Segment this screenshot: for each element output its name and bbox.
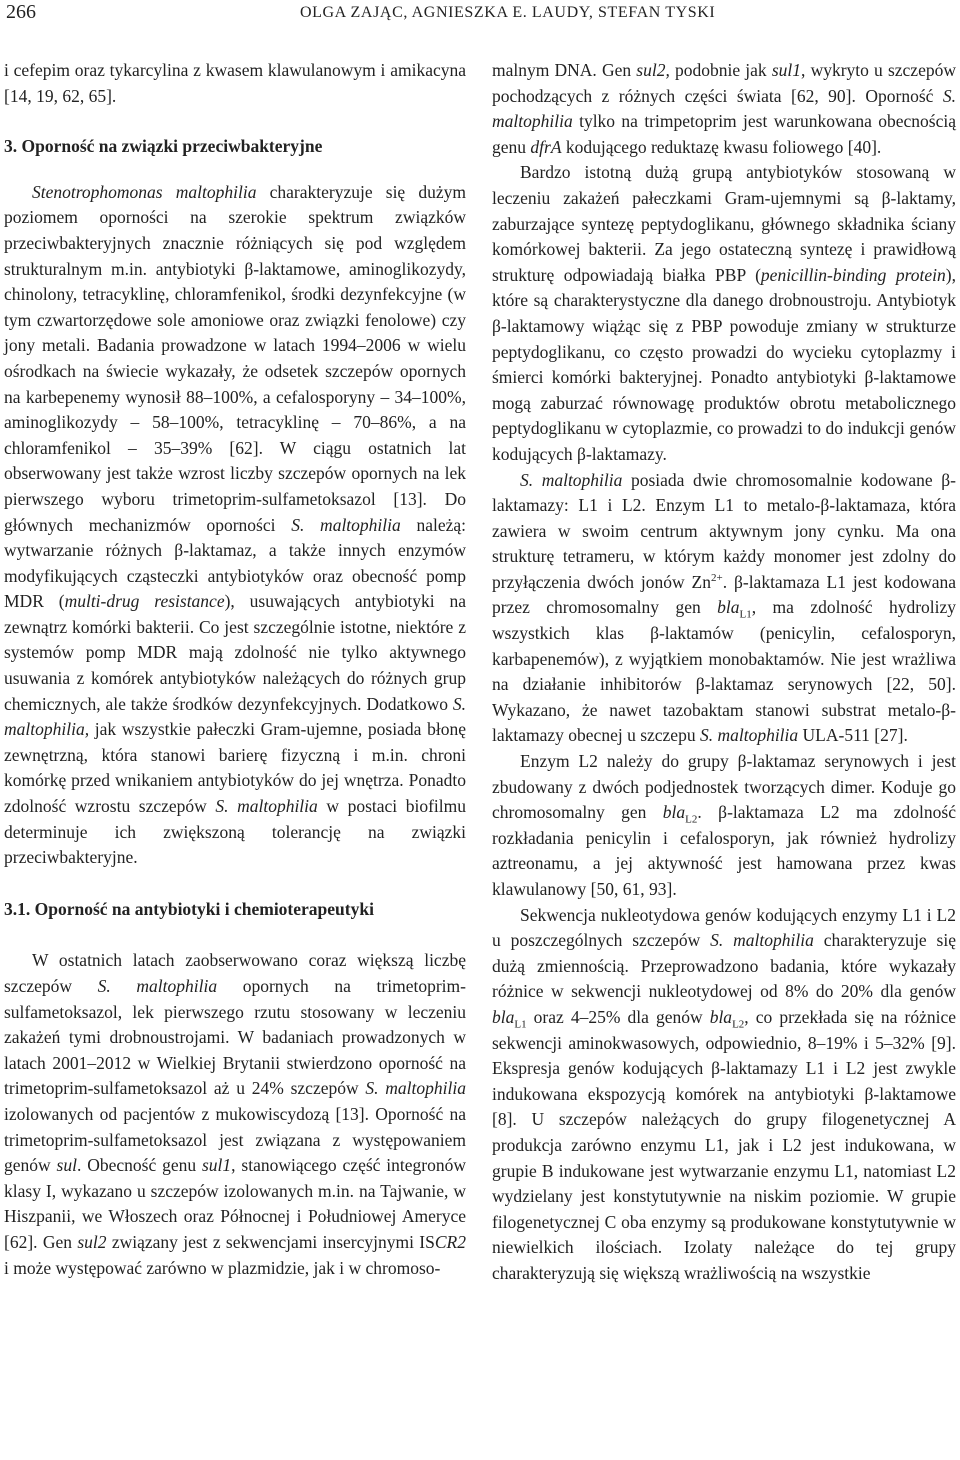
paragraph-continued: malnym DNA. Gen sul2, podobnie jak sul1, wykryto u szczepów pochodzących z różnych części świata [62, 90]. Oporność S. maltophilia tylko na trimpetoprim jest warunkowana obecnością genu dfrA kodującego reduktazę kwasu foliowego [40]. [492, 60, 956, 157]
paragraph: Sekwencja nukleotydowa genów kodujących enzymy L1 i L2 u poszczególnych szczepów S. maltophilia charakteryzuje się dużą zmiennością. Przeprowadzono badania, które wykazały różnice w sekwencji nukleotydowej od 8% do 20% dla genów bla$_{L1}$ oraz 4–25% dla genów bla$_{L2}$, co przekłada się na różnice sekwencji aminokwasowych, odpowiednio, 8–19% i 5–32% [9]. Ekspresja genów kodujących β-laktamazy L1 i L2 jest zwykle indukowana ekspozycją komórek na antybiotyki β-laktamowe [8]. U szczepów należących do grupy filogenetycznej A produkcja zarówno enzymu L1, jak i L2 jest indukowana, w grupie B indukowane jest wytwarzanie enzymu L1, natomiast L2 wydzielany jest konstytutywnie na niskim poziomie. W grupie filogenetycznej C oba enzymy są produkowane konstytutywnie w niewielkich ilościach. Izolaty należące do tej grupy charakteryzują się większą wrażliwością na wszystkie [492, 904, 957, 1283]
paragraph-continued: i cefepim oraz tykarcylina z kwasem klawulanowym i amikacyna [14, 19, 62, 65]. [4, 60, 466, 106]
page-number: 266 [6, 1, 36, 23]
paragraph: Enzym L2 należy do grupy β-laktamaz serynowych i jest zbudowany z dwóch podjednostek tworzących dimer. Koduje go chromosomalny gen bla$_{L2}$. β-laktamaza L2 ma zdolność rozkładania penicylin i cefalosporyn, jak również hydrolizy aztreonamu, a jej aktywność jest hamowana przez kwas klawulanowy [50, 61, 93]. [492, 751, 956, 899]
running-header [0, 0, 960, 26]
paragraph: S. maltophilia posiada dwie chromosomalnie kodowane β-laktamazy: L1 i L2. Enzym L1 to metalo-β-laktamaza, która zawiera w swoim centrum aktywnym jony cynku. Ma ona strukturę tetrameru, w którym każdy monomer jest zdolny do przyłączenia dwóch jonów $Zn^{2+}$. β-laktamaza L1 jest kodowana przez chromosomalny gen bla$_{L1}$, ma zdolność hydrolizy wszystkich klas β-laktamów (penicylin, cefalosporyn, karbapenemów), z wyjątkiem monobaktamów. Nie jest wrażliwa na działanie inhibitorów β-laktamaz serynowych [22, 50]. Wykazano, że nawet tazobaktam stanowi substrat metalo-β-laktamazy obecnej u szczepu S. maltophilia ULA-511 [27]. [492, 469, 957, 746]
paragraph: Stenotrophomonas maltophilia charakteryzuje się dużym poziomem oporności na szerokie spektrum związków przeciwbakteryjnych znacznie różniących się pod względem strukturalnym m.in. antybiotyki β-laktamowe, aminoglikozydy, chinolony, tetracyklinę, chloramfenikol, środki dezynfekcyjne (w tym czwartorzędowe sole amoniowe oraz związki fenolowe) czy jony metali. Badania prowadzone w latach 1994–2006 w wielu ośrodkach na świecie wykazały, że odsetek szczepów opornych na karbepenemy wynosił 88–100%, a cefalosporyny – 34–100%, aminoglikozydy – 58–100%, tetracyklinę – 70–86%, a na chloramfenikol – 35–39% [62]. W ciągu ostatnich lat obserwowany jest także wzrost liczby szczepów opornych na lek pierwszego wyboru trimetoprim-sulfametoksazol [13]. Do głównych mechanizmów oporności S. maltophilia należą: wytwarzanie różnych β-laktamaz, a także innych enzymów modyfikujących cząsteczki antybiotyków oraz obecność pomp MDR (multi-drug resistance), usuwających antybiotyki na zewnątrz komórki bakterii. Co jest szczególnie istotne, niektóre z systemów pomp MDR mają zdolność nie tylko aktywnego usuwania z komórek antybiotyków należących do różnych grup chemicznych, ale także środków dezynfekcyjnych. Dodatkowo S. maltophilia, jak wszystkie pałeczki Gram-ujemne, posiada błonę zewnętrzną, która stanowi barierę fizyczną i m.in. chroni komórkę przed wnikaniem antybiotyków do jej wnętrza. Ponadto zdolność wzrostu szczepów S. maltophilia w postaci biofilmu determinuje ich zwiększoną tolerancję na związki przeciwbakteryjne. [4, 181, 467, 868]
right-column [492, 58, 956, 1287]
section-heading: 3. Oporność na związki przeciwbakteryjne [4, 136, 323, 157]
running-title-authors: OLGA ZAJĄC, AGNIESZKA E. LAUDY, STEFAN TYSKI [300, 4, 716, 21]
subsection-heading: 3.1. Oporność na antybiotyki i chemioterapeutyki [4, 898, 374, 919]
left-column [4, 58, 466, 1281]
paragraph: W ostatnich latach zaobserwowano coraz większą liczbę szczepów S. maltophilia opornych na trimetoprim-sulfametoksazol, lek pierwszego rzutu stosowany w leczeniu zakażeń tymi drobnoustrojami. W badaniach prowadzonych w latach 2001–2012 w Wielkiej Brytanii stwierdzono oporność na trimetoprim-sulfametoksazol aż u 24% szczepów S. maltophilia izolowanych od pacjentów z mukowiscydozą [13]. Oporność na trimetoprim-sulfametoksazol jest związana z występowaniem genów sul. Obecność genu sul1, stanowiącego część integronów klasy I, wykazano u szczepów izolowanych m.in. na Tajwanie, w Hiszpanii, we Włoszech oraz Północnej i Południowej Ameryce [62]. Gen sul2 związany jest z sekwencjami insercyjnymi ISCR2 i może występować zarówno w plazmidzie, jak i w chromoso- [4, 950, 466, 1278]
paragraph: Bardzo istotną dużą grupą antybiotyków stosowaną w leczeniu zakażeń pałeczkami Gram-ujemnymi są β-laktamy, zaburzające syntezę peptydoglikanu, głównego składnika ściany komórkowej bakterii. Za jego ostateczną syntezę i prawidłową strukturę odpowiadają białka PBP (penicillin-binding protein), które są charakterystyczne dla danego drobnoustroju. Antybiotyk β-laktamowy wiążąc się z PBP powoduje zmiany w strukturze peptydoglikanu, co często prowadzi do wycieku cytoplazmy i śmierci komórki bakteryjnej. Ponadto antybiotyki β-laktamowe mogą zaburzać równowagę produktów obrotu metabolicznego peptydoglikanu w cytoplazmie, co prowadzi to do indukcji genów kodujących β-laktamazy. [492, 162, 956, 464]
